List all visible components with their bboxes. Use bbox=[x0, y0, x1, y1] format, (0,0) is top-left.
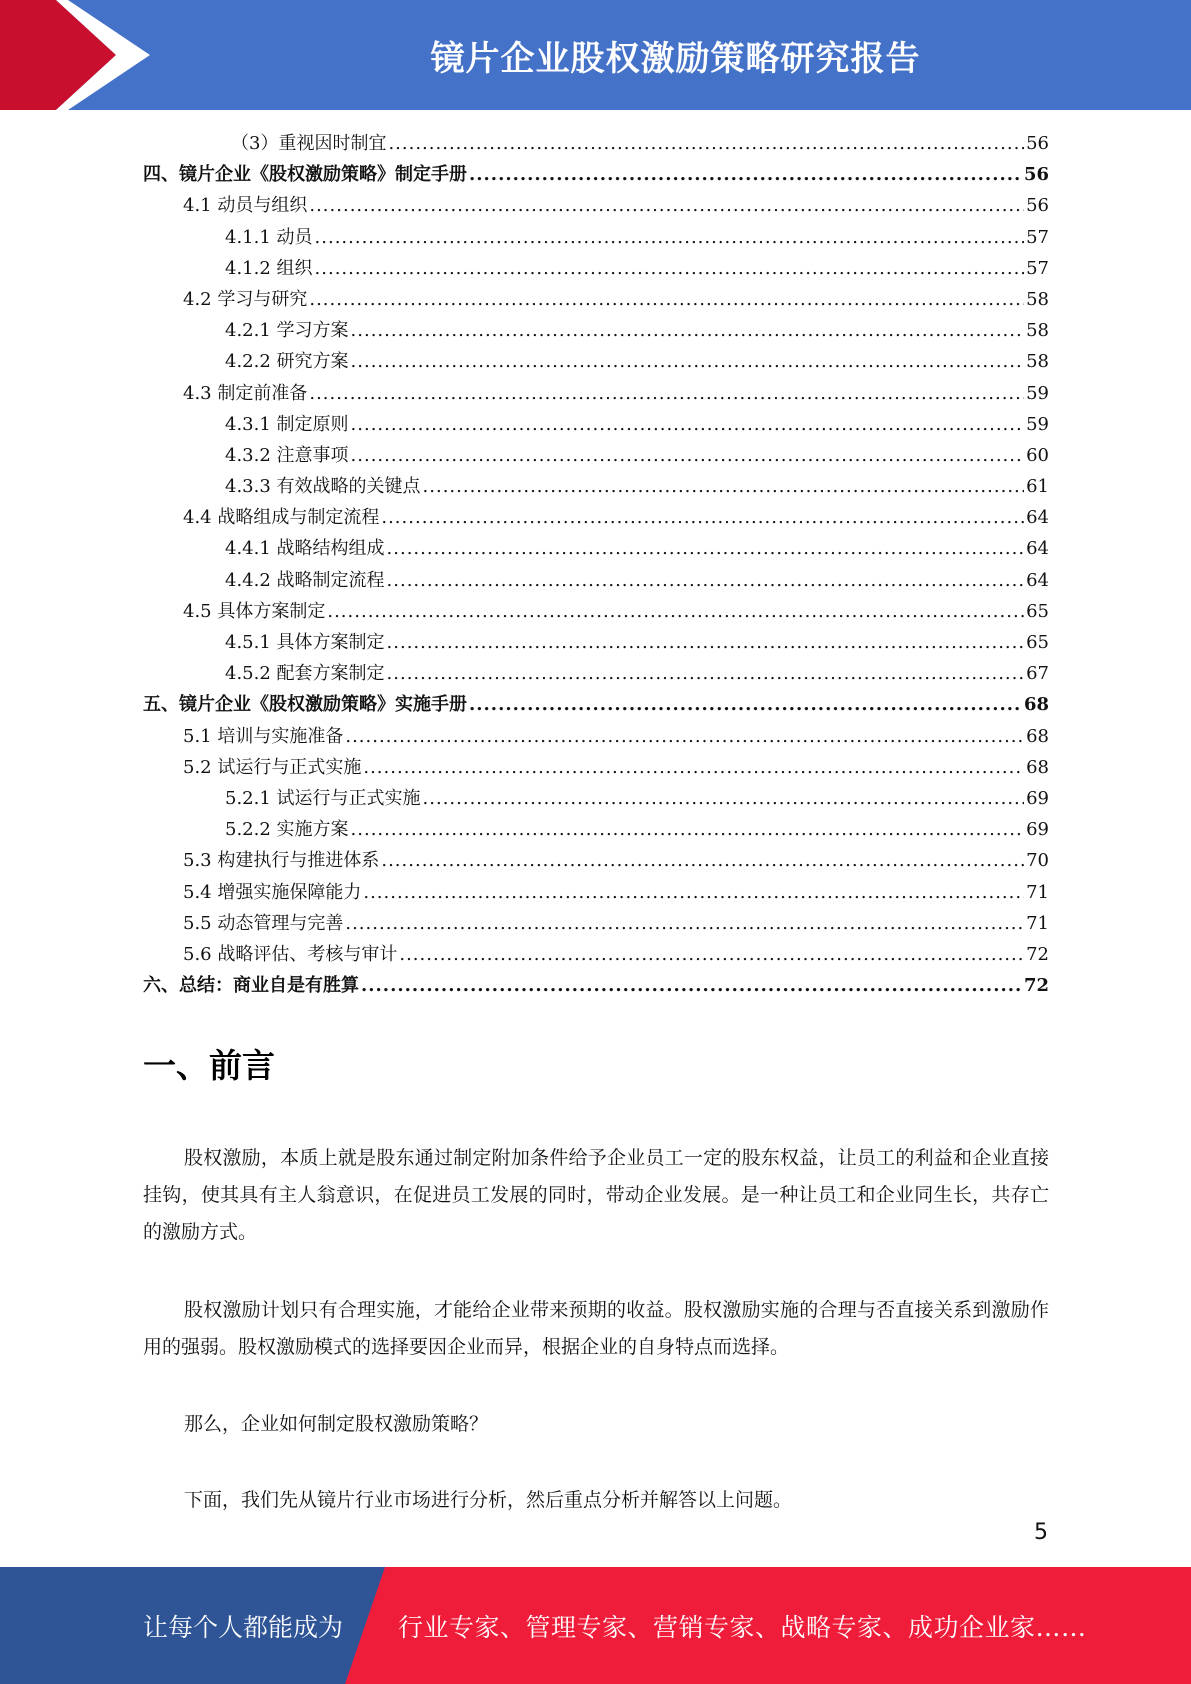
toc-leader-dots bbox=[469, 159, 1022, 190]
section-heading: 一、前言 bbox=[143, 1046, 275, 1085]
toc-entry-label: 4.4 战略组成与制定流程 bbox=[183, 507, 380, 529]
toc-leader-dots bbox=[345, 908, 1024, 939]
toc-leader-dots bbox=[351, 409, 1025, 440]
toc-entry-page: 61 bbox=[1026, 476, 1049, 498]
toc-entry[interactable] bbox=[143, 222, 1049, 253]
toc-entry[interactable] bbox=[143, 409, 1049, 440]
toc-entry-label: （3）重视因时制宜 bbox=[231, 133, 387, 154]
toc-entry-label: 4.2.1 学习方案 bbox=[225, 320, 349, 342]
toc-entry-page: 70 bbox=[1026, 850, 1049, 872]
toc-leader-dots bbox=[309, 378, 1024, 409]
toc-entry-page: 57 bbox=[1026, 257, 1049, 279]
toc-entry[interactable] bbox=[143, 128, 1049, 159]
toc-leader-dots bbox=[315, 253, 1025, 284]
toc-leader-dots bbox=[351, 346, 1025, 377]
toc-entry[interactable] bbox=[143, 502, 1049, 533]
toc-entry-label: 4.3.3 有效战略的关键点 bbox=[225, 476, 421, 498]
toc-leader-dots bbox=[361, 970, 1022, 1001]
toc-entry[interactable] bbox=[143, 783, 1049, 814]
page-number: 5 bbox=[1034, 1520, 1048, 1545]
toc-leader-dots bbox=[309, 190, 1024, 221]
toc-entry-label: 5.6 战略评估、考核与审计 bbox=[183, 943, 398, 965]
toc-entry-page: 71 bbox=[1026, 912, 1049, 934]
toc-entry-label: 4.3.1 制定原则 bbox=[225, 413, 349, 435]
toc-entry-label: 5.2 试运行与正式实施 bbox=[183, 756, 362, 778]
toc-entry[interactable] bbox=[143, 658, 1049, 689]
toc-entry[interactable] bbox=[143, 970, 1049, 1001]
toc-entry-page: 56 bbox=[1023, 164, 1049, 186]
toc-entry[interactable] bbox=[143, 845, 1049, 876]
toc-leader-dots bbox=[387, 565, 1025, 596]
toc-entry-page: 69 bbox=[1026, 787, 1049, 809]
toc-entry[interactable] bbox=[143, 190, 1049, 221]
toc-entry-page: 58 bbox=[1026, 320, 1049, 342]
toc-entry-page: 64 bbox=[1026, 507, 1049, 529]
toc-entry-label: 四、镜片企业《股权激励策略》制定手册 bbox=[143, 164, 467, 186]
toc-entry-label: 5.5 动态管理与完善 bbox=[183, 912, 344, 934]
toc-leader-dots bbox=[387, 658, 1025, 689]
toc-entry-page: 68 bbox=[1026, 756, 1049, 778]
toc-entry[interactable] bbox=[143, 689, 1049, 720]
toc-entry-label: 5.1 培训与实施准备 bbox=[183, 725, 344, 747]
toc-entry-label: 六、总结：商业自是有胜算 bbox=[143, 975, 359, 997]
toc-entry-page: 65 bbox=[1026, 600, 1049, 622]
toc-entry[interactable] bbox=[143, 814, 1049, 845]
toc-entry-label: 4.3 制定前准备 bbox=[183, 382, 308, 404]
toc-leader-dots bbox=[351, 440, 1025, 471]
toc-leader-dots bbox=[363, 877, 1024, 908]
toc-entry[interactable] bbox=[143, 752, 1049, 783]
toc-leader-dots bbox=[387, 627, 1025, 658]
toc-entry[interactable] bbox=[143, 596, 1049, 627]
toc-entry-label: 5.2.2 实施方案 bbox=[225, 819, 349, 841]
toc-entry[interactable] bbox=[143, 533, 1049, 564]
toc-entry-page: 68 bbox=[1023, 694, 1049, 716]
toc-entry-label: 4.5 具体方案制定 bbox=[183, 600, 326, 622]
footer-slogan-left: 让每个人都能成为 bbox=[143, 1612, 344, 1642]
toc-entry[interactable] bbox=[143, 346, 1049, 377]
toc-entry-page: 69 bbox=[1026, 819, 1049, 841]
toc-entry[interactable] bbox=[143, 440, 1049, 471]
toc-entry-label: 4.4.2 战略制定流程 bbox=[225, 569, 385, 591]
toc-entry-page: 64 bbox=[1026, 569, 1049, 591]
paragraph-2: 股权激励计划只有合理实施，才能给企业带来预期的收益。股权激励实施的合理与否直接关系到激励作用的强弱。股权激励模式的选择要因企业而异，根据企业的自身特点而选择。 bbox=[143, 1299, 1049, 1358]
toc-entry[interactable] bbox=[143, 159, 1049, 190]
toc-entry[interactable] bbox=[143, 721, 1049, 752]
toc-entry-page: 60 bbox=[1026, 444, 1049, 466]
toc-entry-page: 72 bbox=[1023, 975, 1049, 997]
toc-leader-dots bbox=[381, 845, 1024, 876]
toc-entry-page: 58 bbox=[1026, 351, 1049, 373]
toc-entry-label: 5.2.1 试运行与正式实施 bbox=[225, 787, 421, 809]
toc-entry-label: 4.2 学习与研究 bbox=[183, 288, 308, 310]
page-header bbox=[0, 0, 1191, 110]
toc-entry[interactable] bbox=[143, 315, 1049, 346]
toc-leader-dots bbox=[345, 721, 1024, 752]
toc-entry-page: 57 bbox=[1026, 226, 1049, 248]
toc-entry-label: 4.1.1 动员 bbox=[225, 226, 313, 248]
toc-leader-dots bbox=[423, 471, 1025, 502]
toc-entry-page: 64 bbox=[1026, 538, 1049, 560]
toc-entry-label: 4.3.2 注意事项 bbox=[225, 444, 349, 466]
toc-entry-page: 59 bbox=[1026, 382, 1049, 404]
toc-leader-dots bbox=[469, 689, 1022, 720]
toc-entry[interactable] bbox=[143, 253, 1049, 284]
page-footer bbox=[0, 1567, 1191, 1684]
toc-leader-dots bbox=[363, 752, 1024, 783]
toc-entry[interactable] bbox=[143, 939, 1049, 970]
toc-entry[interactable] bbox=[143, 378, 1049, 409]
toc-leader-dots bbox=[309, 284, 1024, 315]
toc-leader-dots bbox=[327, 596, 1024, 627]
toc-entry-label: 4.5.1 具体方案制定 bbox=[225, 632, 385, 653]
toc-leader-dots bbox=[423, 783, 1025, 814]
toc-entry-label: 4.1 动员与组织 bbox=[183, 195, 308, 217]
toc-leader-dots bbox=[381, 502, 1024, 533]
toc-entry-page: 71 bbox=[1026, 881, 1049, 903]
header-title: 镜片企业股权激励策略研究报告 bbox=[430, 38, 921, 79]
toc-entry-label: 4.5.2 配套方案制定 bbox=[225, 663, 385, 685]
toc-entry-page: 68 bbox=[1026, 725, 1049, 747]
toc-entry-page: 72 bbox=[1026, 943, 1049, 965]
paragraph-3: 那么，企业如何制定股权激励策略？ bbox=[184, 1413, 489, 1435]
toc-entry-page: 56 bbox=[1026, 133, 1049, 154]
toc-entry-label: 5.3 构建执行与推进体系 bbox=[183, 850, 380, 872]
toc-entry[interactable] bbox=[143, 284, 1049, 315]
toc-entry[interactable] bbox=[143, 627, 1049, 658]
toc-leader-dots bbox=[351, 315, 1025, 346]
footer-slogan-right: 行业专家、管理专家、营销专家、战略专家、成功企业家…… bbox=[398, 1612, 1087, 1642]
toc-entry-page: 67 bbox=[1026, 663, 1049, 685]
table-of-contents bbox=[143, 128, 1049, 1001]
toc-entry[interactable] bbox=[143, 877, 1049, 908]
toc-entry-page: 59 bbox=[1026, 413, 1049, 435]
toc-entry-label: 5.4 增强实施保障能力 bbox=[183, 881, 362, 903]
toc-entry-page: 65 bbox=[1026, 632, 1049, 653]
toc-entry[interactable] bbox=[143, 471, 1049, 502]
toc-entry[interactable] bbox=[143, 908, 1049, 939]
paragraph-4: 下面，我们先从镜片行业市场进行分析，然后重点分析并解答以上问题。 bbox=[184, 1489, 793, 1511]
toc-entry[interactable] bbox=[143, 565, 1049, 596]
toc-entry-label: 五、镜片企业《股权激励策略》实施手册 bbox=[143, 694, 467, 716]
toc-entry-label: 4.4.1 战略结构组成 bbox=[225, 538, 385, 560]
toc-leader-dots bbox=[388, 128, 1024, 159]
toc-leader-dots bbox=[315, 222, 1025, 253]
toc-leader-dots bbox=[399, 939, 1024, 970]
toc-entry-label: 4.2.2 研究方案 bbox=[225, 351, 349, 373]
toc-entry-label: 4.1.2 组织 bbox=[225, 257, 313, 279]
toc-leader-dots bbox=[387, 533, 1025, 564]
toc-entry-page: 58 bbox=[1026, 288, 1049, 310]
toc-entry-page: 56 bbox=[1026, 195, 1049, 217]
toc-leader-dots bbox=[351, 814, 1025, 845]
paragraph-1: 股权激励，本质上就是股东通过制定附加条件给予企业员工一定的股东权益，让员工的利益和企业直接挂钩，使其具有主人翁意识，在促进员工发展的同时，带动企业发展。是一种让员工和企业同生长，共存亡的激励方式。 bbox=[143, 1147, 1049, 1243]
